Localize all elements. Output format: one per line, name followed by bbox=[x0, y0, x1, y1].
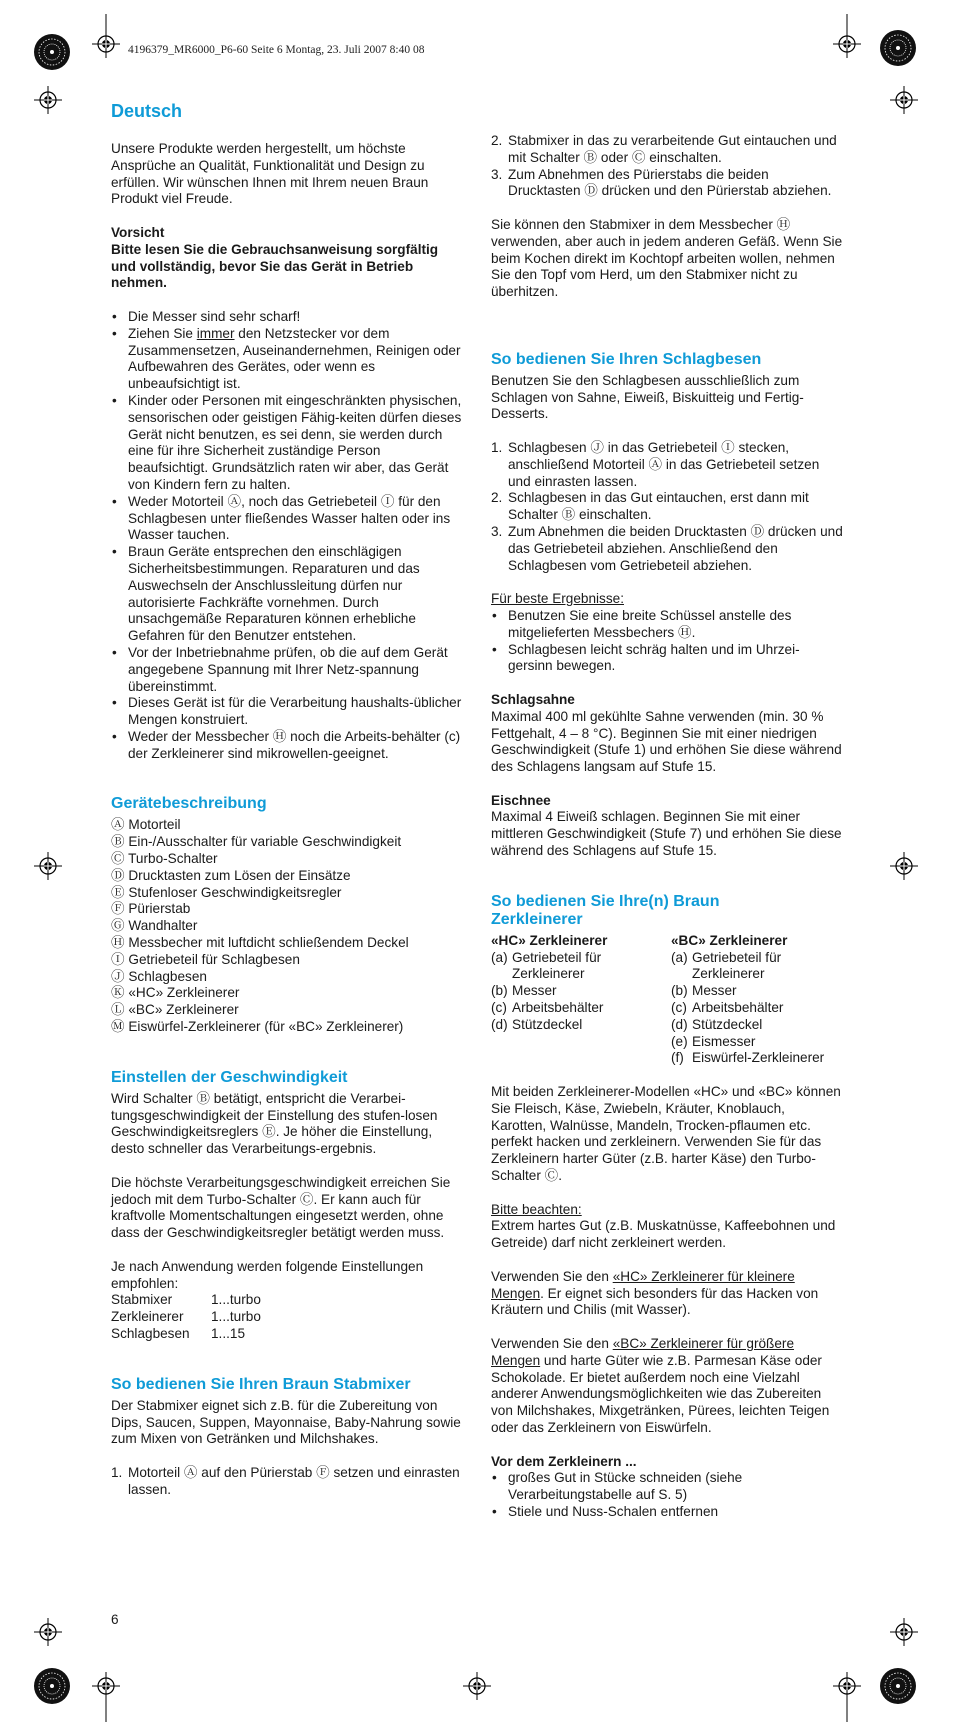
before-chopping-heading: Vor dem Zerkleinern ... bbox=[491, 1453, 637, 1469]
warning-item: • Vor der Inbetriebnahme prüfen, ob die auf dem Gerät angegebene Spannung mit Ihrer Netz-spannung übereinstimmt. bbox=[111, 645, 463, 695]
bc-components: «BC» Zerkleinerer (a) Getriebeteil für Zerkleinerer (b) Messer (c) Arbeitsbehälter (d) Stützdeckel (e) Eismesser (f) Eiswürfel-Zerkleinerer bbox=[671, 932, 825, 1066]
part-item: Ⓔ Stufenloser Geschwindigkeitsregler bbox=[111, 884, 342, 900]
speed-text-3: Je nach Anwendung werden folgende Einstellungen empfohlen: bbox=[111, 1258, 424, 1291]
warning-list bbox=[111, 309, 463, 763]
caution-heading: Vorsicht bbox=[111, 224, 165, 240]
whisk-text: Benutzen Sie den Schlagbesen ausschließlich zum Schlagen von Sahne, Eiweiß, Biskuitteig und Fertig-Desserts. bbox=[491, 372, 804, 422]
caution-text: Bitte lesen Sie die Gebrauchsanweisung sorgfältig und vollständig, bevor Sie das Gerät in Betrieb nehmen. bbox=[111, 241, 439, 291]
warning-item: • Dieses Gerät ist für die Verarbeitung haushalts-üblicher Mengen konstruiert. bbox=[111, 695, 463, 729]
right-column bbox=[491, 133, 843, 1521]
tip-item: • Schlagbesen leicht schräg halten und im Uhrzei-gersinn bewegen. bbox=[491, 642, 843, 676]
left-column bbox=[111, 100, 463, 1499]
stabmixer-text: Der Stabmixer eignet sich z.B. für die Zubereitung von Dips, Saucen, Suppen, Mayonnaise, Baby-Nahrung sowie zum Mixen von Getränken und Milchshakes. bbox=[111, 1397, 461, 1447]
egg-heading: Eischnee bbox=[491, 792, 551, 808]
hc-components: «HC» Zerkleinerer (a) Getriebeteil für Zerkleinerer (b) Messer (c) Arbeitsbehälter (d) Stützdeckel bbox=[491, 932, 608, 1032]
stabmixer-note: Sie können den Stabmixer in dem Messbecher Ⓗ verwenden, aber auch in jedem anderen Gefäß. Wenn Sie beim Kochen direkt im Kochtopf arbeiten wollen, nehmen Sie den Topf vom Herd, um den Stabmixer nicht zu überhitzen. bbox=[491, 216, 843, 300]
speed-text-2: Die höchste Verarbeitungsgeschwindigkeit erreichen Sie jedoch mit dem Turbo-Schalter Ⓒ. Er kann auch für kraftvolle Momentschaltungen eingesetzt werden, ohne dass der Geschwindigkeitsregler betätigt werden muss. bbox=[111, 1174, 451, 1241]
whisk-steps bbox=[491, 440, 843, 574]
settings-row: Schlagbesen 1...15 bbox=[111, 1326, 246, 1341]
best-results-heading: Für beste Ergebnisse: bbox=[491, 591, 624, 607]
warning-item: • Ziehen Sie immer den Netzstecker vor dem Zusammensetzen, Auseinandernehmen, Reinigen oder Aufbewahren des Gerätes, oder wenn es unbeaufsichtigt ist. bbox=[111, 326, 463, 393]
part-item: Ⓙ Schlagbesen bbox=[111, 968, 207, 984]
stabmixer-steps-cont bbox=[491, 133, 843, 200]
print-header: 4196379_MR6000_P6-60 Seite 6 Montag, 23. Juli 2007 8:40 08 bbox=[128, 44, 425, 56]
part-item: Ⓚ «HC» Zerkleinerer bbox=[111, 985, 240, 1001]
bc-usage-text: Verwenden Sie den «BC» Zerkleinerer für größere Mengen und harte Güter wie z.B. Parmesan Käse oder Schokolade. Er bietet außerdem noch eine Vielzahl anderer Anwendungsmöglichkeiten wie das Zubereiten von Milchshakes, Mixgetränken, Pürees, leichten Teigen oder das Zerkleinern von Eiswürfeln. bbox=[491, 1336, 830, 1435]
stabmixer-steps bbox=[111, 1465, 463, 1499]
part-item: Ⓓ Drucktasten zum Lösen der Einsätze bbox=[111, 867, 351, 883]
speed-title: Einstellen der Geschwindigkeit bbox=[111, 1068, 348, 1086]
step-item: 2. Stabmixer in das zu verarbeitende Gut eintauchen und mit Schalter Ⓑ oder Ⓒ einschalten. bbox=[491, 133, 837, 165]
tip-item: • Stiele und Nuss-Schalen entfernen bbox=[491, 1504, 843, 1521]
best-results-list bbox=[491, 608, 843, 675]
warning-item: • Die Messer sind sehr scharf! bbox=[111, 309, 463, 326]
step-item: 2. Schlagbesen in das Gut eintauchen, erst dann mit Schalter Ⓑ einschalten. bbox=[491, 490, 809, 523]
tip-item: • Benutzen Sie eine breite Schüssel anstelle des mitgelieferten Messbechers Ⓗ. bbox=[491, 608, 843, 642]
settings-table bbox=[111, 1292, 463, 1342]
cream-heading: Schlagsahne bbox=[491, 691, 575, 707]
step-item: 3. Zum Abnehmen des Pürierstabs die beiden Drucktasten Ⓓ drücken und den Pürierstab abziehen. bbox=[491, 166, 832, 199]
settings-row: Stabmixer 1...turbo bbox=[111, 1292, 261, 1308]
egg-text: Maximal 4 Eiweiß schlagen. Beginnen Sie mit einer mittleren Geschwindigkeit (Stufe 7) und erhöhen Sie diese während des Schlagens auf Stufe 15. bbox=[491, 809, 842, 859]
part-item: Ⓑ Ein-/Ausschalter für variable Geschwindigkeit bbox=[111, 834, 402, 850]
settings-row: Zerkleinerer 1...turbo bbox=[111, 1309, 261, 1325]
tip-item: • großes Gut in Stücke schneiden (siehe Verarbeitungstabelle auf S. 5) bbox=[491, 1470, 843, 1504]
page-number: 6 bbox=[111, 1612, 119, 1627]
step-item: 3. Zum Abnehmen die beiden Drucktasten Ⓓ drücken und das Getriebeteil abziehen. Anschließend den Schlagbesen vom Getriebeteil abziehen. bbox=[491, 523, 843, 573]
part-item: Ⓖ Wandhalter bbox=[111, 918, 198, 934]
warning-item: • Weder Motorteil Ⓐ, noch das Getriebeteil Ⓘ für den Schlagbesen unter fließendes Wasser halten oder ins Wasser tauchen. bbox=[111, 494, 463, 544]
parts-list bbox=[111, 817, 463, 1035]
language-title: Deutsch bbox=[111, 101, 183, 121]
chopper-title: So bedienen Sie Ihre(n) Braun Zerkleinerer bbox=[491, 892, 720, 928]
stabmixer-title: So bedienen Sie Ihren Braun Stabmixer bbox=[111, 1375, 411, 1393]
chopper-text: Mit beiden Zerkleinerer-Modellen «HC» und «BC» können Sie Fleisch, Käse, Zwiebeln, Kräuter, Knoblauch, Karotten, Walnüsse, Mandeln, Trocken-pflaumen etc. perfekt hacken und zerkleinern. Verwenden Sie für das Zerkleinern harter Güter (z.B. harter Käse) den Turbo-Schalter Ⓒ. bbox=[491, 1084, 841, 1184]
part-item: Ⓘ Getriebeteil für Schlagbesen bbox=[111, 951, 300, 967]
speed-text-1: Wird Schalter Ⓑ betätigt, entspricht die Verarbei-tungsgeschwindigkeit der Einstellung des stufen-losen Geschwindigkeitsreglers Ⓔ. Je höher die Einstellung, desto schneller das Verarbeitungs-ergebnis. bbox=[111, 1090, 438, 1157]
chopper-components bbox=[491, 933, 843, 1067]
step-item: 1. Schlagbesen Ⓙ in das Getriebeteil Ⓘ stecken, anschließend Motorteil Ⓐ in das Getriebeteil setzen und einrasten lassen. bbox=[491, 439, 820, 489]
part-item: Ⓐ Motorteil bbox=[111, 817, 181, 833]
warning-item: • Braun Geräte entsprechen den einschlägigen Sicherheitsbestimmungen. Reparaturen und das Auswechseln der Anschlussleitung dürfen nur autorisierte Fachkräfte vornehmen. Durch unsachgemäße Reparaturen können erhebliche Gefahren für den Benutzer entstehen. bbox=[111, 544, 463, 645]
warning-item: • Kinder oder Personen mit eingeschränkten physischen, sensorischen oder geistigen Fähig-keiten dürfen dieses Gerät nicht benutzen, es sei denn, sie werden durch eine für ihre Sicherheit zuständige Person beaufsichtigt. Grundsätzlich raten wir aber, das Gerät von Kindern fern zu halten. bbox=[111, 393, 463, 494]
part-item: Ⓗ Messbecher mit luftdicht schließendem Deckel bbox=[111, 935, 409, 951]
part-item: Ⓛ «BC» Zerkleinerer bbox=[111, 1002, 239, 1018]
cream-text: Maximal 400 ml gekühlte Sahne verwenden (min. 30 % Fettgehalt, 4 – 8 °C). Beginnen Sie mit einer niedrigen Geschwindigkeit (Stufe 1) und erhöhen Sie diese während des Schlagens langsam auf Stufe 15. bbox=[491, 708, 842, 775]
part-item: Ⓜ Eiswürfel-Zerkleinerer (für «BC» Zerkleinerer) bbox=[111, 1019, 404, 1035]
note-heading: Bitte beachten: bbox=[491, 1201, 582, 1217]
warning-item: • Weder der Messbecher Ⓗ noch die Arbeits-behälter (c) der Zerkleinerer sind mikrowellen-geeignet. bbox=[111, 729, 463, 763]
step-item: 1. Motorteil Ⓐ auf den Pürierstab Ⓕ setzen und einrasten lassen. bbox=[111, 1464, 460, 1497]
whisk-title: So bedienen Sie Ihren Schlagbesen bbox=[491, 350, 762, 368]
part-item: Ⓒ Turbo-Schalter bbox=[111, 851, 218, 867]
device-description-title: Gerätebeschreibung bbox=[111, 795, 267, 813]
hc-usage-text: Verwenden Sie den «HC» Zerkleinerer für kleinere Mengen. Er eignet sich besonders für das Hacken von Kräutern und Chilis (mit Wasser). bbox=[491, 1268, 819, 1318]
part-item: Ⓕ Pürierstab bbox=[111, 901, 191, 917]
before-chopping-list bbox=[491, 1470, 843, 1520]
intro-text: Unsere Produkte werden hergestellt, um höchste Ansprüche an Qualität, Funktionalität und Design zu erfüllen. Wir wünschen Ihnen mit Ihrem neuen Braun Produkt viel Freude. bbox=[111, 141, 429, 207]
note-text: Extrem hartes Gut (z.B. Muskatnüsse, Kaffeebohnen und Getreide) darf nicht zerkleinert werden. bbox=[491, 1218, 836, 1251]
